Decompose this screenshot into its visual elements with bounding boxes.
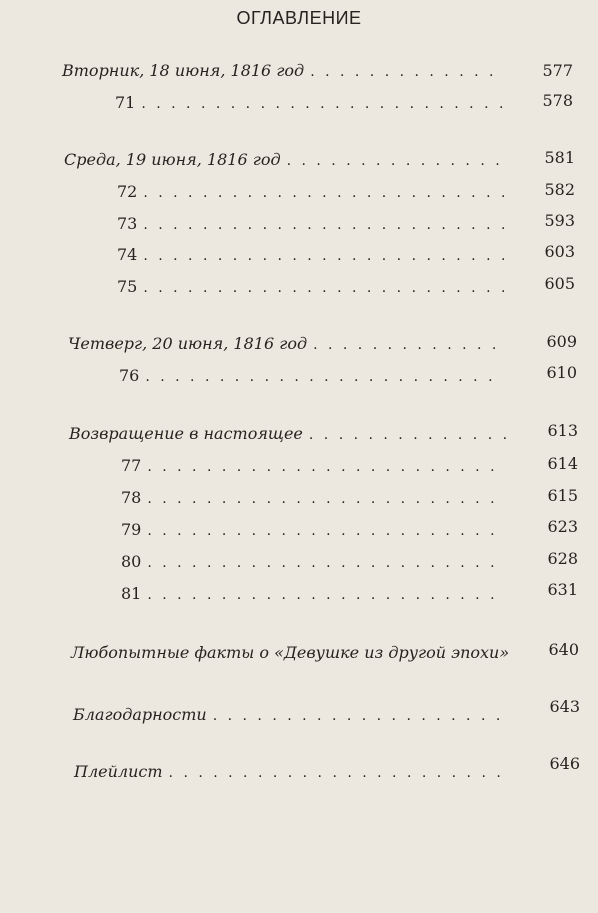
toc-page-number: 613 bbox=[547, 421, 578, 440]
leader-dots bbox=[147, 491, 506, 507]
leader-dots bbox=[147, 555, 506, 571]
page-title: ОГЛАВЛЕНИЕ bbox=[236, 8, 362, 28]
toc-entry-chapter bbox=[121, 520, 512, 542]
toc-entry-label: 72 bbox=[117, 182, 138, 201]
toc-page-number: 605 bbox=[544, 274, 575, 293]
toc-page-number: 614 bbox=[547, 454, 578, 473]
toc-page-number: 610 bbox=[546, 363, 577, 382]
toc-entry-label: Четверг, 20 июня, 1816 год bbox=[68, 334, 308, 353]
toc-entry-chapter bbox=[117, 182, 510, 204]
toc-entry-day-thursday bbox=[68, 334, 510, 356]
leader-dots bbox=[169, 765, 508, 781]
toc-entry-acknowledgements bbox=[73, 705, 514, 727]
toc-entry-label: 71 bbox=[115, 93, 136, 112]
toc-entry-chapter bbox=[117, 245, 510, 267]
toc-page-number: 581 bbox=[544, 148, 575, 167]
toc-page-number: 593 bbox=[544, 211, 575, 230]
toc-page-number: 603 bbox=[544, 242, 575, 261]
toc-entry-label: 76 bbox=[119, 366, 140, 385]
toc-entry-chapter bbox=[121, 552, 512, 574]
toc-entry-label: Среда, 19 июня, 1816 год bbox=[64, 150, 281, 169]
toc-entry-chapter bbox=[121, 456, 512, 478]
toc-entry-label: Возвращение в настоящее bbox=[69, 424, 303, 443]
toc-page-number: 615 bbox=[547, 486, 578, 505]
toc-entry-label: 73 bbox=[117, 214, 138, 233]
leader-dots bbox=[143, 185, 504, 201]
toc-entry-playlist bbox=[74, 762, 514, 784]
toc-page-number: 643 bbox=[549, 697, 580, 716]
toc-entry-label: 77 bbox=[121, 456, 142, 475]
toc-entry-label: 78 bbox=[121, 488, 142, 507]
toc-page-number: 578 bbox=[542, 91, 573, 110]
toc-entry-label: Плейлист bbox=[74, 762, 163, 781]
toc-page-number: 582 bbox=[544, 180, 575, 199]
toc-entry-chapter bbox=[115, 93, 510, 115]
toc-entry-chapter bbox=[119, 366, 510, 388]
toc-entry-chapter bbox=[121, 488, 512, 510]
toc-page-number: 646 bbox=[549, 754, 580, 773]
toc-entry-day-wednesday bbox=[64, 150, 510, 172]
toc-entry-chapter bbox=[117, 277, 510, 299]
toc-page-number: 628 bbox=[547, 549, 578, 568]
toc-entry-return bbox=[69, 424, 512, 446]
leader-dots bbox=[143, 280, 504, 296]
leader-dots bbox=[141, 96, 504, 112]
toc-page-number: 623 bbox=[547, 517, 578, 536]
toc-page-number: 577 bbox=[542, 61, 573, 80]
toc-page-number: 631 bbox=[547, 580, 578, 599]
leader-dots bbox=[310, 64, 504, 80]
leader-dots bbox=[145, 369, 504, 385]
leader-dots bbox=[313, 337, 504, 353]
leader-dots bbox=[309, 427, 506, 443]
toc-entry-curious-facts bbox=[71, 643, 514, 665]
toc-entry-label: 79 bbox=[121, 520, 142, 539]
leader-dots bbox=[147, 523, 506, 539]
leader-dots bbox=[213, 708, 508, 724]
toc-entry-label: 80 bbox=[121, 552, 142, 571]
toc-entry-chapter bbox=[121, 584, 512, 606]
leader-dots bbox=[147, 587, 506, 603]
toc-entry-label: 75 bbox=[117, 277, 138, 296]
leader-dots bbox=[147, 459, 506, 475]
leader-dots bbox=[143, 248, 504, 264]
toc-entry-chapter bbox=[117, 214, 510, 236]
toc-entry-label: Благодарности bbox=[73, 705, 207, 724]
toc-entry-day-tuesday bbox=[62, 61, 510, 83]
toc-page-number: 609 bbox=[546, 332, 577, 351]
toc-entry-label: Любопытные факты о «Девушке из другой эпохи» bbox=[71, 643, 510, 662]
leader-dots bbox=[143, 217, 504, 233]
toc-entry-label: 74 bbox=[117, 245, 138, 264]
toc-entry-label: Вторник, 18 июня, 1816 год bbox=[62, 61, 305, 80]
toc-entry-label: 81 bbox=[121, 584, 142, 603]
toc-page-number: 640 bbox=[548, 640, 579, 659]
leader-dots bbox=[287, 153, 504, 169]
